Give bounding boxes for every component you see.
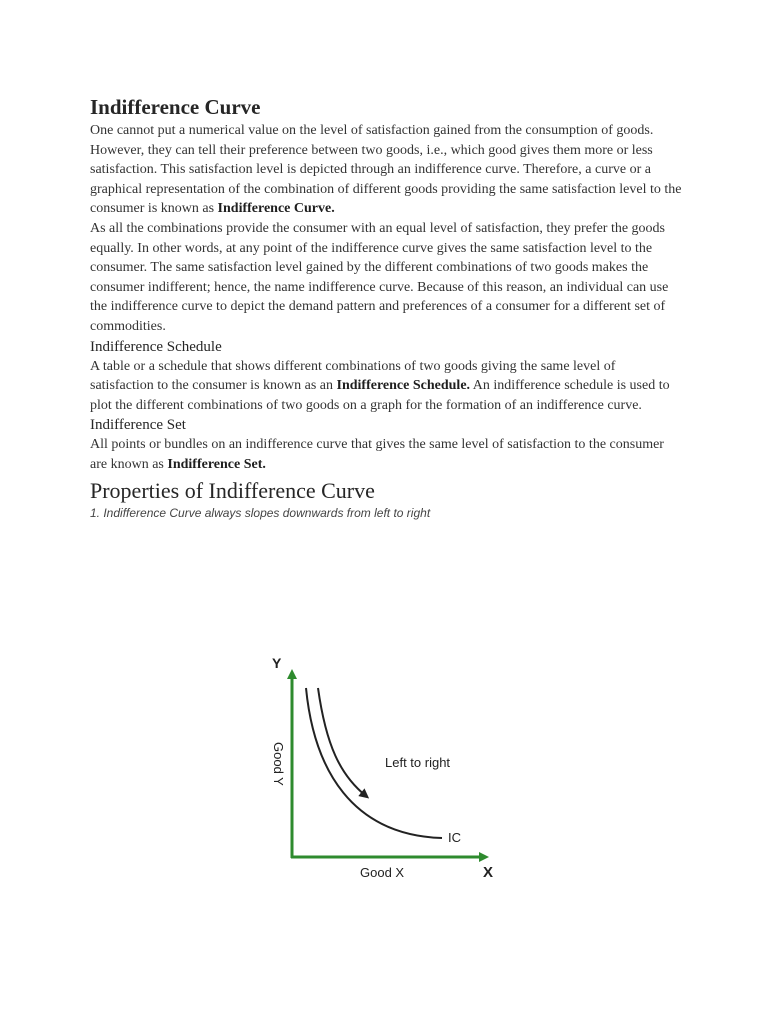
arrow-label: Left to right	[385, 755, 451, 770]
y-axis-label: Good Y	[271, 742, 286, 786]
curve-label: IC	[448, 830, 461, 845]
schedule-text-after: An indifference schedule is used to plot the different combinations of two goods on a graph for the formation of an indifference curve.	[90, 378, 670, 413]
intro-text: One cannot put a numerical value on the level of satisfaction gained from the consumption of goods. However, they can tell their preference between two goods, i.e., which good gives them more or less satisfaction. This satisfaction level is depicted through an indifference curve. Therefore, a curve or a graphical representation of the combination of different goods providing the same satisfaction level to the consumer is known as	[90, 123, 682, 217]
properties-heading: Properties of Indifference Curve	[90, 477, 375, 503]
property-item-1: 1. Indifference Curve always slopes downwards from left to right	[90, 505, 431, 520]
intro-bold-term: Indifference Curve.	[217, 201, 335, 217]
schedule-paragraph	[90, 357, 682, 416]
document-page	[90, 93, 682, 521]
page-title: Indifference Curve	[90, 95, 261, 119]
x-axis-label: Good X	[360, 865, 405, 880]
set-paragraph	[90, 435, 682, 474]
set-bold-term: Indifference Set.	[167, 456, 266, 472]
schedule-bold-term: Indifference Schedule.	[336, 378, 471, 394]
set-heading: Indifference Set	[90, 417, 186, 434]
direction-arrow	[318, 688, 366, 796]
indifference-curve-figure	[262, 650, 512, 890]
schedule-heading: Indifference Schedule	[90, 338, 222, 355]
indifference-curve-graph	[262, 650, 512, 890]
x-axis-letter: X	[483, 864, 494, 881]
set-text: All points or bundles on an indifference curve that gives the same level of satisfaction to the consumer are known as	[90, 437, 664, 472]
y-axis-letter: Y	[272, 655, 282, 671]
schedule-text-before: A table or a schedule that shows different combinations of two goods giving the same level of satisfaction to the consumer is known as an	[90, 358, 616, 394]
intro-paragraph	[90, 121, 682, 219]
second-paragraph: As all the combinations provide the consumer with an equal level of satisfaction, they prefer the goods equally. In other words, at any point of the indifference curve gives the same satisfaction level to the consumer. The same satisfaction level gained by the different combinations of two goods makes the consumer indifferent; hence, the name indifference curve. Because of this reason, an individual can use the indifference curve to depict the demand pattern and preferences of a consumer for a different set of commodities.	[90, 220, 669, 334]
